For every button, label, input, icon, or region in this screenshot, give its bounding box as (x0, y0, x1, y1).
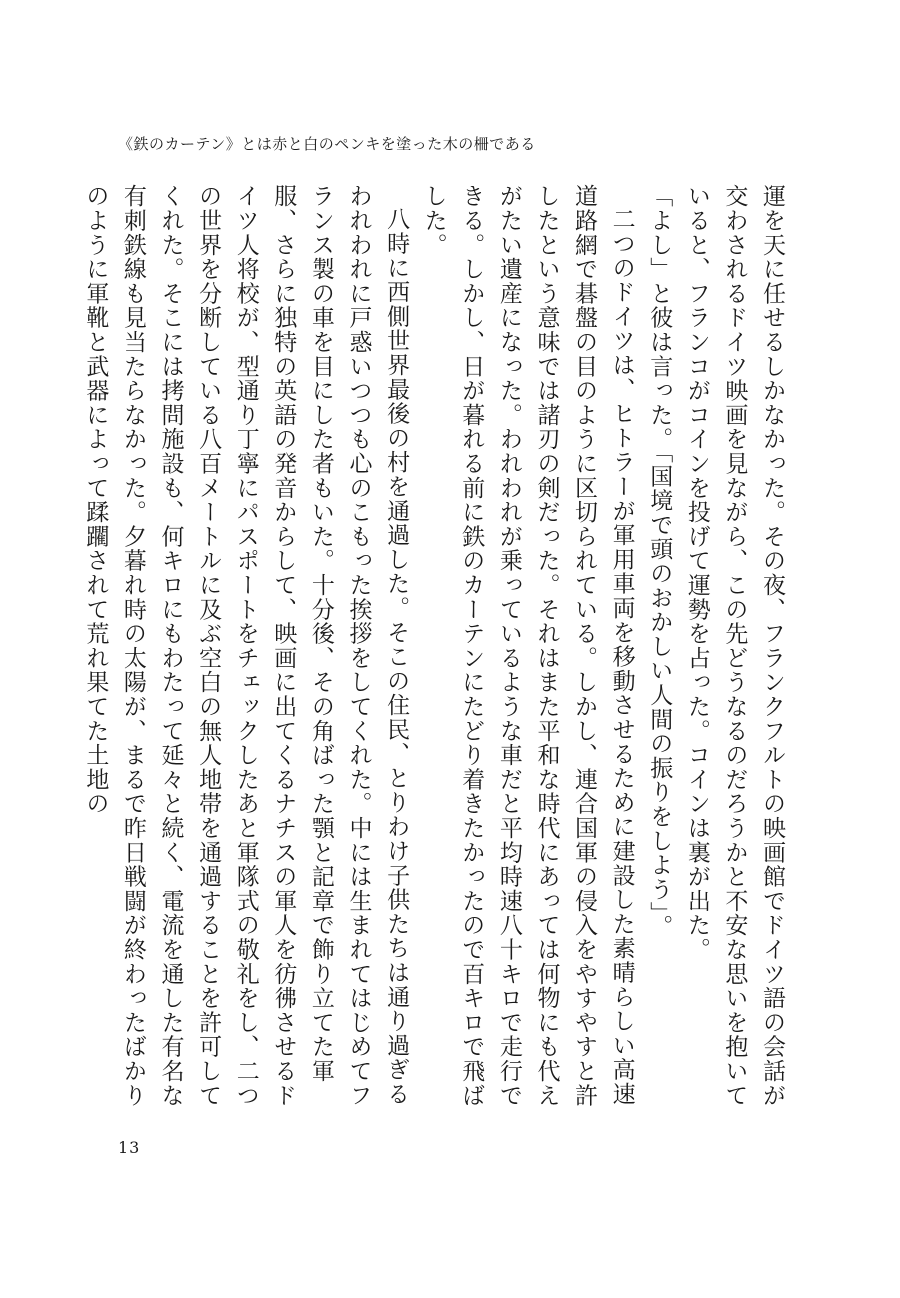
body-text (82, 184, 790, 1114)
paragraph: 「よし」と彼は言った。「国境で頭のおかしい人間の振りをしよう」。 (646, 184, 673, 939)
paragraph: 運を天に任せるしかなかった。その夜、フランクフルトの映画館でドイツ語の会話が交わされるドイツ映画を見ながら、この先どうなるのだろうかと不安な思いを抱いていると、フランコがコインを投げて運勢を占った。コインは裏が出た。 (683, 184, 785, 1108)
running-header: 《鉄のカーテン》とは赤と白のペンキを塗った木の柵である (118, 135, 536, 153)
paragraph: 八時に西側世界最後の村を通過した。そこの住民、とりわけ子供たちは通り過ぎるわれわれに戸惑いつつも心のこもった挨拶をしてくれた。中には生まれてはじめてフランス製の車を目にした者もいた。十分後、その角ばった顎と記章で飾り立てた軍服、さらに独特の英語の発音からして、映画に出てくるナチスの軍人を彷彿させるドイツ人将校が、型通り丁寧にパスポートをチェックしたあと軍隊式の敬礼をし、二つの世界を分断している八百メートルに及ぶ空白の無人地帯を通過することを許可してくれた。そこには拷問施設も、何キロにもわたって延々と続く、電流を通した有名な有刺鉄線も見当たらなかった。夕暮れ時の太陽が、まるで昨日戦闘が終わったばかりのように軍靴と武器によって蹂躙されて荒れ果てた土地の (82, 184, 410, 1108)
paragraph: 二つのドイツは、ヒトラーが軍用車両を移動させるために建設した素晴らしい高速道路網で碁盤の目のように区切られている。しかし、連合国軍の侵入をやすやすと許したという意味では諸刃の剣だった。それはまた平和な時代にあっては何物にも代えがたい遺産になった。われわれが乗っているような車だと平均時速八十キロで走行できる。しかし、日が暮れる前に鉄のカーテンにたどり着きたかったので百キロで飛ばした。 (420, 184, 635, 1108)
page-number: 13 (118, 1138, 141, 1157)
